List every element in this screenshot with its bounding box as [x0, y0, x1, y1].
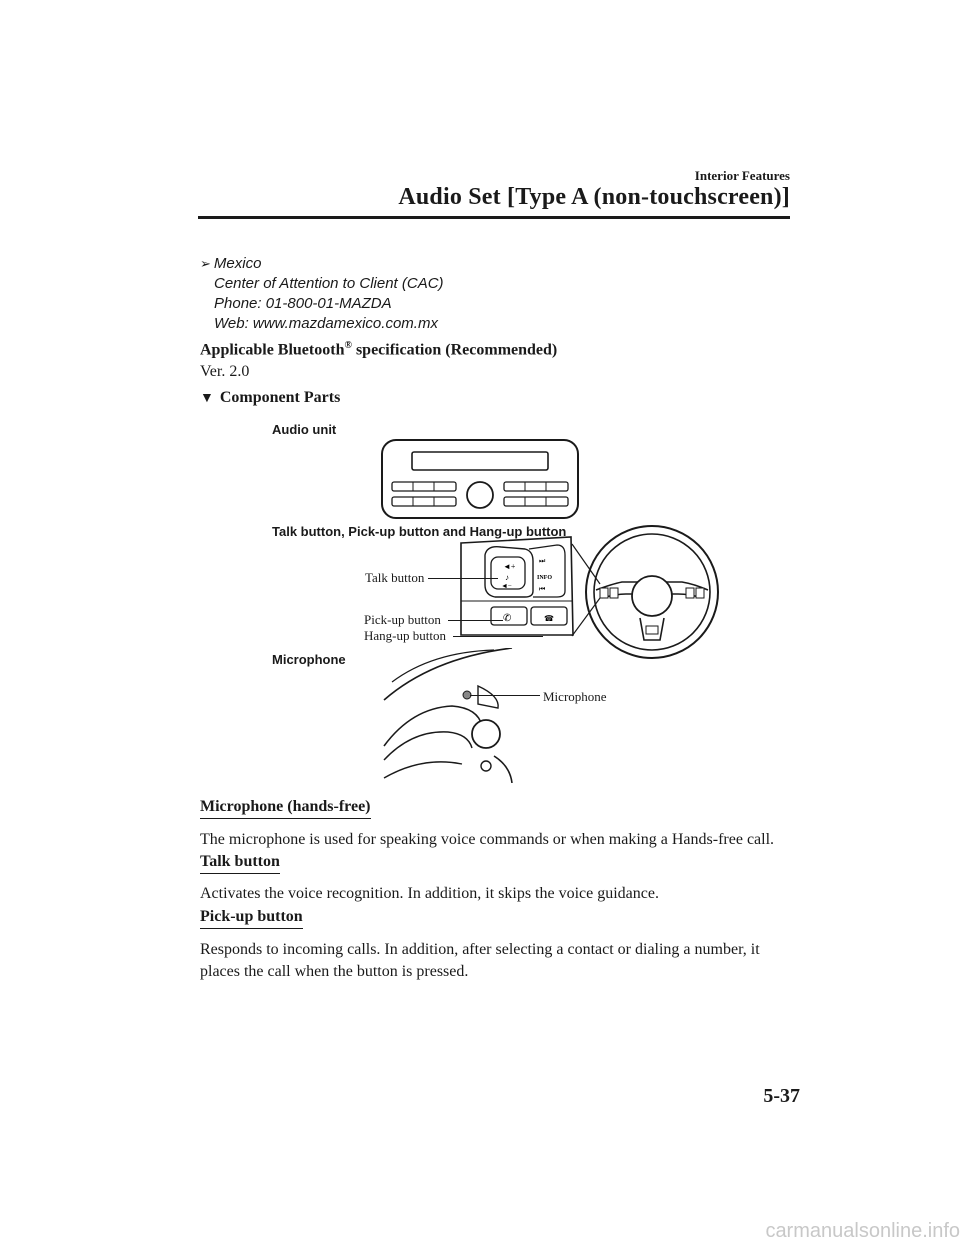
contact-web: Web: www.mazdamexico.com.mx	[214, 315, 438, 332]
microphone-heading: Microphone (hands-free)	[200, 798, 371, 819]
contact-block	[200, 254, 444, 334]
pickup-button-heading: Pick-up button	[200, 908, 303, 929]
buttons-label: Talk button, Pick-up button and Hang-up button	[272, 524, 567, 539]
svg-text:◄+: ◄+	[503, 562, 516, 571]
microphone-illustration	[382, 648, 522, 783]
svg-text:⏭: ⏭	[539, 557, 546, 565]
section-name: Interior Features	[694, 168, 790, 183]
talk-leader-line	[428, 578, 498, 579]
spec-label-suffix: specification (Recommended)	[351, 341, 558, 359]
triangle-down-icon: ▼	[200, 391, 214, 406]
page-number: 5-37	[763, 1085, 800, 1107]
svg-text:⏮: ⏮	[539, 585, 546, 593]
pickup-leader-line	[448, 620, 503, 621]
page-title: Audio Set [Type A (non-touchscreen)]	[398, 184, 790, 210]
contact-phone: Phone: 01-800-01-MAZDA	[214, 295, 392, 312]
microphone-label: Microphone	[272, 652, 346, 667]
watermark: carmanualsonline.info	[765, 1220, 960, 1242]
arrow-right-icon: ➢	[200, 256, 211, 271]
contact-region: Mexico	[213, 255, 262, 272]
hangup-button-callout: Hang-up button	[364, 628, 446, 643]
microphone-leader-line	[470, 695, 540, 696]
audio-unit-illustration	[380, 438, 580, 520]
microphone-callout: Microphone	[543, 689, 607, 704]
header-rule	[198, 216, 790, 219]
talk-button-description: Activates the voice recognition. In addition, it skips the voice guidance.	[200, 885, 659, 902]
contact-center: Center of Attention to Client (CAC)	[214, 275, 444, 292]
svg-text:◄−: ◄−	[501, 582, 512, 590]
registered-mark: ®	[344, 340, 352, 351]
component-parts-title: Component Parts	[219, 389, 341, 406]
bluetooth-spec-label	[200, 340, 557, 359]
contact-region-line	[200, 254, 444, 274]
audio-unit-label: Audio unit	[272, 422, 337, 437]
pickup-button-callout: Pick-up button	[364, 612, 441, 627]
talk-button-callout: Talk button	[365, 570, 425, 585]
svg-text:✆: ✆	[503, 613, 512, 624]
hangup-leader-line	[453, 636, 543, 637]
svg-text:☎: ☎	[544, 614, 554, 623]
zoom-connector-lines	[560, 540, 610, 650]
svg-text:♪: ♪	[505, 573, 509, 582]
microphone-description: The microphone is used for speaking voice commands or when making a Hands-free call.	[200, 831, 775, 848]
spec-label-prefix: Applicable Bluetooth	[200, 341, 345, 359]
bluetooth-version: Ver. 2.0	[200, 363, 250, 380]
component-parts-heading	[200, 389, 340, 407]
pickup-button-description: Responds to incoming calls. In addition, after selecting a contact or dialing a number, it places the call when the button is pressed.	[200, 941, 760, 980]
info-button-text: INFO	[537, 575, 552, 581]
talk-button-heading: Talk button	[200, 853, 280, 874]
